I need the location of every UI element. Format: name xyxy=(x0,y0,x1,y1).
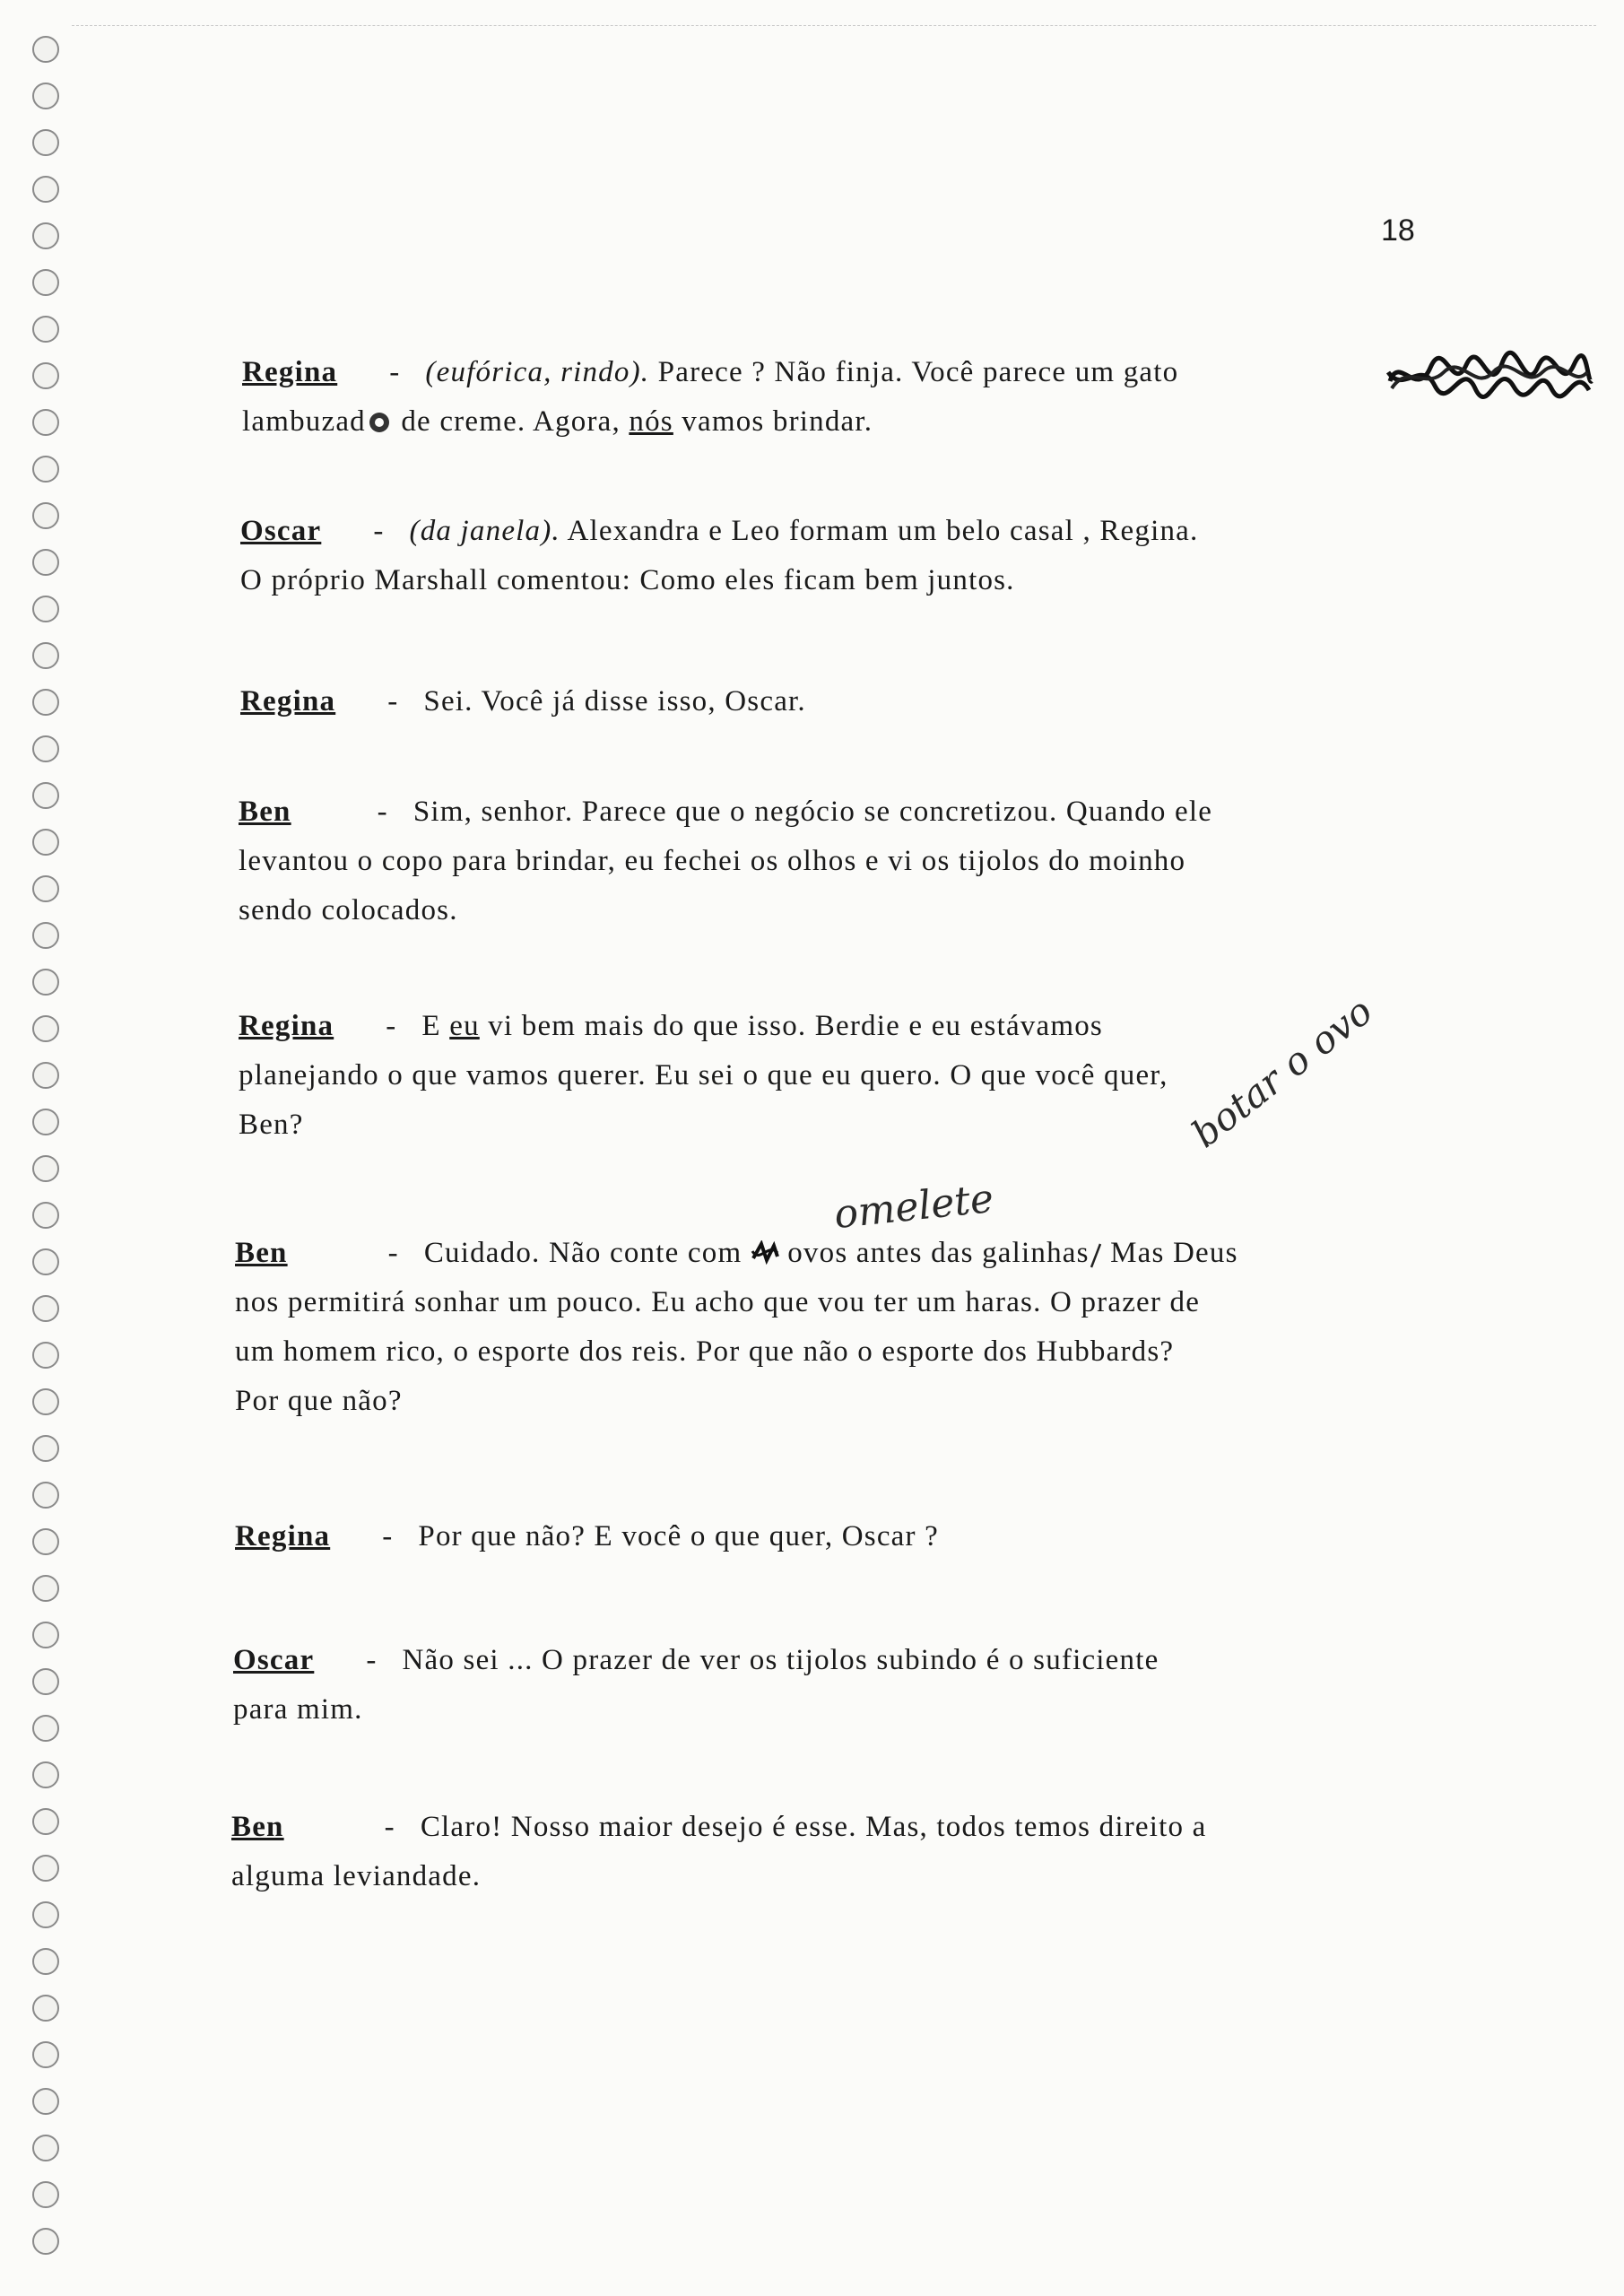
binder-hole xyxy=(32,1015,59,1042)
speech-text: Não sei ... O prazer de ver os tijolos subindo é o suficiente xyxy=(402,1644,1159,1676)
speech-text: Claro! Nosso maior desejo é esse. Mas, todos temos direito a xyxy=(420,1811,1207,1843)
crossed-out-scribble xyxy=(751,1240,779,1265)
binder-hole xyxy=(32,1855,59,1882)
speaker-name: Regina xyxy=(235,1520,331,1552)
binder-hole xyxy=(32,1388,59,1415)
binder-hole xyxy=(32,1482,59,1509)
speech-line: O próprio Marshall comentou: Como eles ficam bem juntos. xyxy=(240,564,1015,596)
speech-line: Oscar - (da janela). Alexandra e Leo formam um belo casal , Regina. xyxy=(240,507,1198,556)
speech-line: Oscar - Não sei ... O prazer de ver os tijolos subindo é o suficiente xyxy=(233,1636,1159,1685)
speech-line: um homem rico, o esporte dos reis. Por que não o esporte dos Hubbards? xyxy=(235,1335,1175,1368)
speaker-name: Ben xyxy=(235,1237,288,1269)
speaker-name: Oscar xyxy=(233,1644,315,1676)
ink-blot-icon xyxy=(366,409,393,436)
speech-block xyxy=(235,1512,939,1561)
binder-hole xyxy=(32,1295,59,1322)
binder-hole xyxy=(32,1901,59,1928)
binder-hole xyxy=(32,1948,59,1975)
binder-hole xyxy=(32,1248,59,1275)
crossed-out-scribble xyxy=(1381,345,1596,408)
binder-hole xyxy=(32,829,59,856)
binder-hole xyxy=(32,269,59,296)
binder-hole xyxy=(32,176,59,203)
speech-text: Por que não? E você o que quer, Oscar ? xyxy=(418,1520,940,1552)
binder-hole xyxy=(32,689,59,716)
binder-hole xyxy=(32,2041,59,2068)
speech-line: Regina - (eufórica, rindo). Parece ? Não finja. Você parece um gato xyxy=(242,348,1178,397)
binder-hole xyxy=(32,316,59,343)
speech-line: Ben - Claro! Nosso maior desejo é esse. Mas, todos temos direito a xyxy=(231,1803,1207,1852)
binder-hole xyxy=(32,222,59,249)
binder-hole xyxy=(32,969,59,996)
binder-hole xyxy=(32,36,59,63)
speech-line: Ben - Cuidado. Não conte com ovos antes das galinhas Mas Deus xyxy=(235,1229,1238,1278)
page-number: 18 xyxy=(1381,213,1415,248)
speech-block xyxy=(240,507,1198,605)
speech-line: Ben? xyxy=(239,1109,304,1141)
speaker-name: Regina xyxy=(242,356,338,388)
handwritten-annotation: omelete xyxy=(831,1175,996,1239)
binder-hole xyxy=(32,922,59,949)
speech-text: Alexandra e Leo formam um belo casal , Regina. xyxy=(560,515,1199,547)
binder-hole xyxy=(32,2088,59,2115)
binder-hole xyxy=(32,549,59,576)
handwritten-annotation: botar o ovo xyxy=(1183,988,1381,1156)
speaker-name: Regina xyxy=(239,1010,334,1042)
speech-line: sendo colocados. xyxy=(239,894,458,926)
binder-hole xyxy=(32,456,59,483)
binder-hole xyxy=(32,642,59,669)
binder-hole xyxy=(32,1995,59,2022)
speech-line: para mim. xyxy=(233,1693,363,1726)
speech-block xyxy=(240,677,806,726)
speech-line: Ben - Sim, senhor. Parece que o negócio se concretizou. Quando ele xyxy=(239,787,1212,837)
binder-hole xyxy=(32,83,59,109)
binder-hole xyxy=(32,1202,59,1229)
binder-hole xyxy=(32,1715,59,1742)
binder-hole xyxy=(32,1808,59,1835)
speech-line: Regina - Sei. Você já disse isso, Oscar. xyxy=(240,677,806,726)
binder-hole xyxy=(32,1062,59,1089)
speaker-name: Oscar xyxy=(240,515,322,547)
speech-text: Sei. Você já disse isso, Oscar. xyxy=(423,685,806,718)
speech-block xyxy=(231,1803,1207,1901)
binder-hole xyxy=(32,875,59,902)
binder-hole xyxy=(32,502,59,529)
binder-hole xyxy=(32,782,59,809)
speech-line: alguma leviandade. xyxy=(231,1860,482,1892)
binder-hole xyxy=(32,129,59,156)
binder-hole xyxy=(32,1622,59,1648)
binder-hole xyxy=(32,1575,59,1602)
binder-hole xyxy=(32,1109,59,1135)
speech-line: Por que não? xyxy=(235,1385,403,1417)
top-edge-line xyxy=(72,25,1596,26)
speech-line: nos permitirá sonhar um pouco. Eu acho que vou ter um haras. O prazer de xyxy=(235,1286,1201,1318)
emphasis: nós xyxy=(629,405,673,438)
speech-block xyxy=(239,1002,1168,1150)
speaker-name: Regina xyxy=(240,685,336,718)
speech-text: Sim, senhor. Parece que o negócio se concretizou. Quando ele xyxy=(413,796,1213,828)
binder-hole xyxy=(32,2228,59,2255)
speech-text: Parece ? Não finja. Você parece um gato xyxy=(649,356,1179,388)
insertion-mark xyxy=(1090,1242,1102,1269)
speaker-name: Ben xyxy=(231,1811,284,1843)
binder-hole xyxy=(32,1342,59,1369)
binder-hole xyxy=(32,409,59,436)
binder-hole xyxy=(32,362,59,389)
binder-holes xyxy=(25,36,70,2269)
speech-line: levantou o copo para brindar, eu fechei os olhos e vi os tijolos do moinho xyxy=(239,845,1186,877)
speaker-name: Ben xyxy=(239,796,291,828)
binder-hole xyxy=(32,1528,59,1555)
speech-line: Regina - Por que não? E você o que quer, Oscar ? xyxy=(235,1512,939,1561)
speech-block xyxy=(242,348,1178,447)
speech-line: lambuzad de creme. Agora, nós vamos brindar. xyxy=(242,405,873,438)
speech-line: Regina - E eu vi bem mais do que isso. Berdie e eu estávamos xyxy=(239,1002,1168,1051)
speech-block xyxy=(239,787,1212,935)
speech-block xyxy=(233,1636,1159,1735)
binder-hole xyxy=(32,735,59,762)
binder-hole xyxy=(32,1668,59,1695)
binder-hole xyxy=(32,1435,59,1462)
speech-line: planejando o que vamos querer. Eu sei o que eu quero. O que você quer, xyxy=(239,1059,1168,1091)
stage-direction: (da janela). xyxy=(409,515,560,547)
binder-hole xyxy=(32,2135,59,2161)
emphasis: eu xyxy=(449,1010,480,1042)
stage-direction: (eufórica, rindo). xyxy=(425,356,650,388)
binder-hole xyxy=(32,1155,59,1182)
binder-hole xyxy=(32,1761,59,1788)
speech-block xyxy=(235,1229,1238,1426)
binder-hole xyxy=(32,596,59,622)
binder-hole xyxy=(32,2181,59,2208)
